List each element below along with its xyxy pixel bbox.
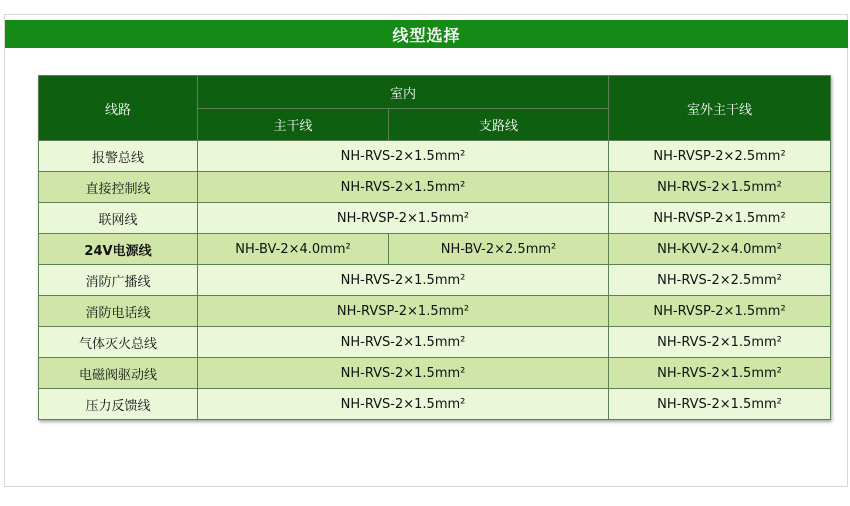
indoor-cable: NH-RVS-2×1.5mm² <box>198 141 609 172</box>
route-name: 气体灭火总线 <box>39 327 198 358</box>
route-name: 24V电源线 <box>39 234 198 265</box>
outdoor-cable: NH-RVSP-2×1.5mm² <box>609 203 831 234</box>
table-row <box>39 358 831 389</box>
route-name: 联网线 <box>39 203 198 234</box>
header-indoor-main: 主干线 <box>198 109 389 141</box>
page-title: 线型选择 <box>5 20 848 48</box>
table-row <box>39 234 831 265</box>
indoor-cable: NH-RVSP-2×1.5mm² <box>198 203 609 234</box>
table-row <box>39 141 831 172</box>
indoor-branch-cable: NH-BV-2×2.5mm² <box>389 234 609 265</box>
route-name: 消防广播线 <box>39 265 198 296</box>
table-row <box>39 389 831 420</box>
indoor-cable: NH-RVS-2×1.5mm² <box>198 172 609 203</box>
route-name: 消防电话线 <box>39 296 198 327</box>
header-outdoor-main: 室外主干线 <box>609 76 831 141</box>
cable-spec-table <box>38 75 831 420</box>
header-indoor-branch: 支路线 <box>389 109 609 141</box>
outdoor-cable: NH-RVSP-2×1.5mm² <box>609 296 831 327</box>
indoor-main-cable: NH-BV-2×4.0mm² <box>198 234 389 265</box>
outdoor-cable: NH-RVS-2×1.5mm² <box>609 172 831 203</box>
table-row <box>39 172 831 203</box>
table-row <box>39 296 831 327</box>
route-name: 报警总线 <box>39 141 198 172</box>
header-indoor: 室内 <box>198 76 609 109</box>
outdoor-cable: NH-RVS-2×1.5mm² <box>609 389 831 420</box>
indoor-cable: NH-RVS-2×1.5mm² <box>198 358 609 389</box>
outdoor-cable: NH-RVS-2×2.5mm² <box>609 265 831 296</box>
table-row <box>39 327 831 358</box>
indoor-cable: NH-RVS-2×1.5mm² <box>198 265 609 296</box>
route-name: 压力反馈线 <box>39 389 198 420</box>
indoor-cable: NH-RVS-2×1.5mm² <box>198 389 609 420</box>
table-row <box>39 203 831 234</box>
route-name: 电磁阀驱动线 <box>39 358 198 389</box>
outdoor-cable: NH-RVS-2×1.5mm² <box>609 358 831 389</box>
table-header-row <box>39 76 831 109</box>
route-name: 直接控制线 <box>39 172 198 203</box>
indoor-cable: NH-RVSP-2×1.5mm² <box>198 296 609 327</box>
indoor-cable: NH-RVS-2×1.5mm² <box>198 327 609 358</box>
outdoor-cable: NH-KVV-2×4.0mm² <box>609 234 831 265</box>
table-row <box>39 265 831 296</box>
outdoor-cable: NH-RVS-2×1.5mm² <box>609 327 831 358</box>
outdoor-cable: NH-RVSP-2×2.5mm² <box>609 141 831 172</box>
header-route: 线路 <box>39 76 198 141</box>
